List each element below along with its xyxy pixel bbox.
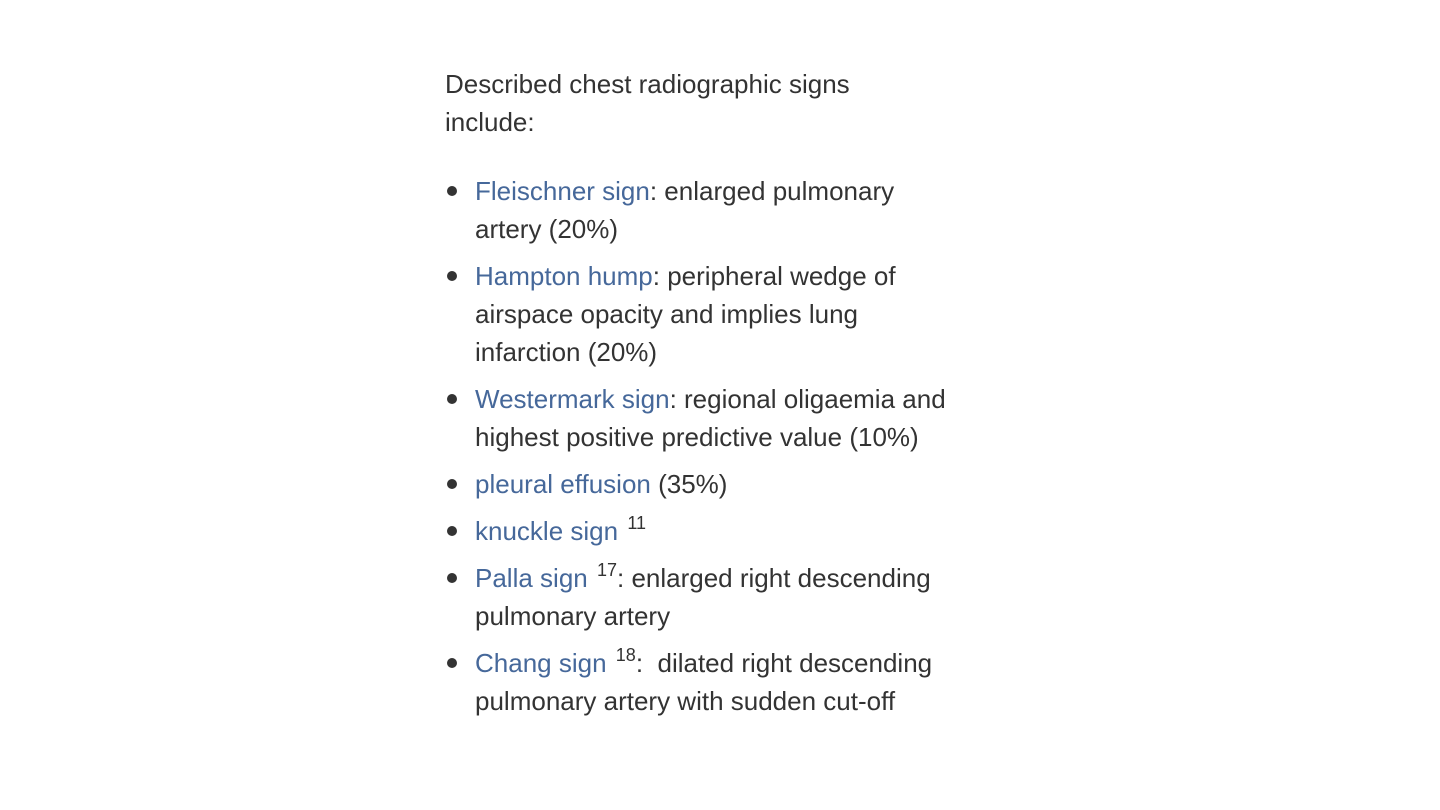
list-item-text xyxy=(475,469,727,499)
westermark-sign-link[interactable]: Westermark sign xyxy=(475,384,670,414)
bullet-icon xyxy=(447,658,457,668)
list-item-text xyxy=(475,560,931,631)
list-item-text xyxy=(475,384,946,452)
knuckle-sign-link[interactable]: knuckle sign xyxy=(475,516,619,546)
reference-11-link[interactable]: 11 xyxy=(627,513,646,534)
intro-paragraph: Described chest radiographic signs include: xyxy=(445,69,850,137)
list-item-text xyxy=(475,513,646,546)
list-item xyxy=(445,172,955,248)
pleural-effusion-link[interactable]: pleural effusion xyxy=(475,469,651,499)
item-description: : enlarged pulmonary artery (20%) xyxy=(475,176,895,244)
item-description: : regional oligaemia and highest positive predictive value (10%) xyxy=(475,384,946,452)
bullet-icon xyxy=(447,526,457,536)
item-description: : dilated right descending pulmonary artery with sudden cut-off xyxy=(475,648,940,716)
reference-18-link[interactable]: 18 xyxy=(615,645,636,666)
bullet-icon xyxy=(447,479,457,489)
article-content xyxy=(445,65,955,729)
item-description: : enlarged right descending pulmonary artery xyxy=(475,563,931,631)
list-item-text xyxy=(475,645,940,716)
bullet-icon xyxy=(447,271,457,281)
reference-17-link[interactable]: 17 xyxy=(596,560,617,581)
hampton-hump-link[interactable]: Hampton hump xyxy=(475,261,653,291)
list-item xyxy=(445,465,955,503)
list-item xyxy=(445,380,955,456)
list-item xyxy=(445,644,955,720)
list-item xyxy=(445,512,955,550)
fleischner-sign-link[interactable]: Fleischner sign xyxy=(475,176,650,206)
palla-sign-link[interactable]: Palla sign xyxy=(475,563,588,593)
bullet-icon xyxy=(447,573,457,583)
chang-sign-link[interactable]: Chang sign xyxy=(475,648,607,678)
bullet-icon xyxy=(447,186,457,196)
item-description: (35%) xyxy=(650,469,728,499)
list-item-text xyxy=(475,176,894,244)
bullet-icon xyxy=(447,394,457,404)
radiographic-signs-list xyxy=(445,172,955,720)
list-item xyxy=(445,559,955,635)
list-item-text xyxy=(475,261,896,367)
list-item xyxy=(445,257,955,371)
item-description: : peripheral wedge of airspace opacity and implies lung infarction (20%) xyxy=(475,261,896,367)
